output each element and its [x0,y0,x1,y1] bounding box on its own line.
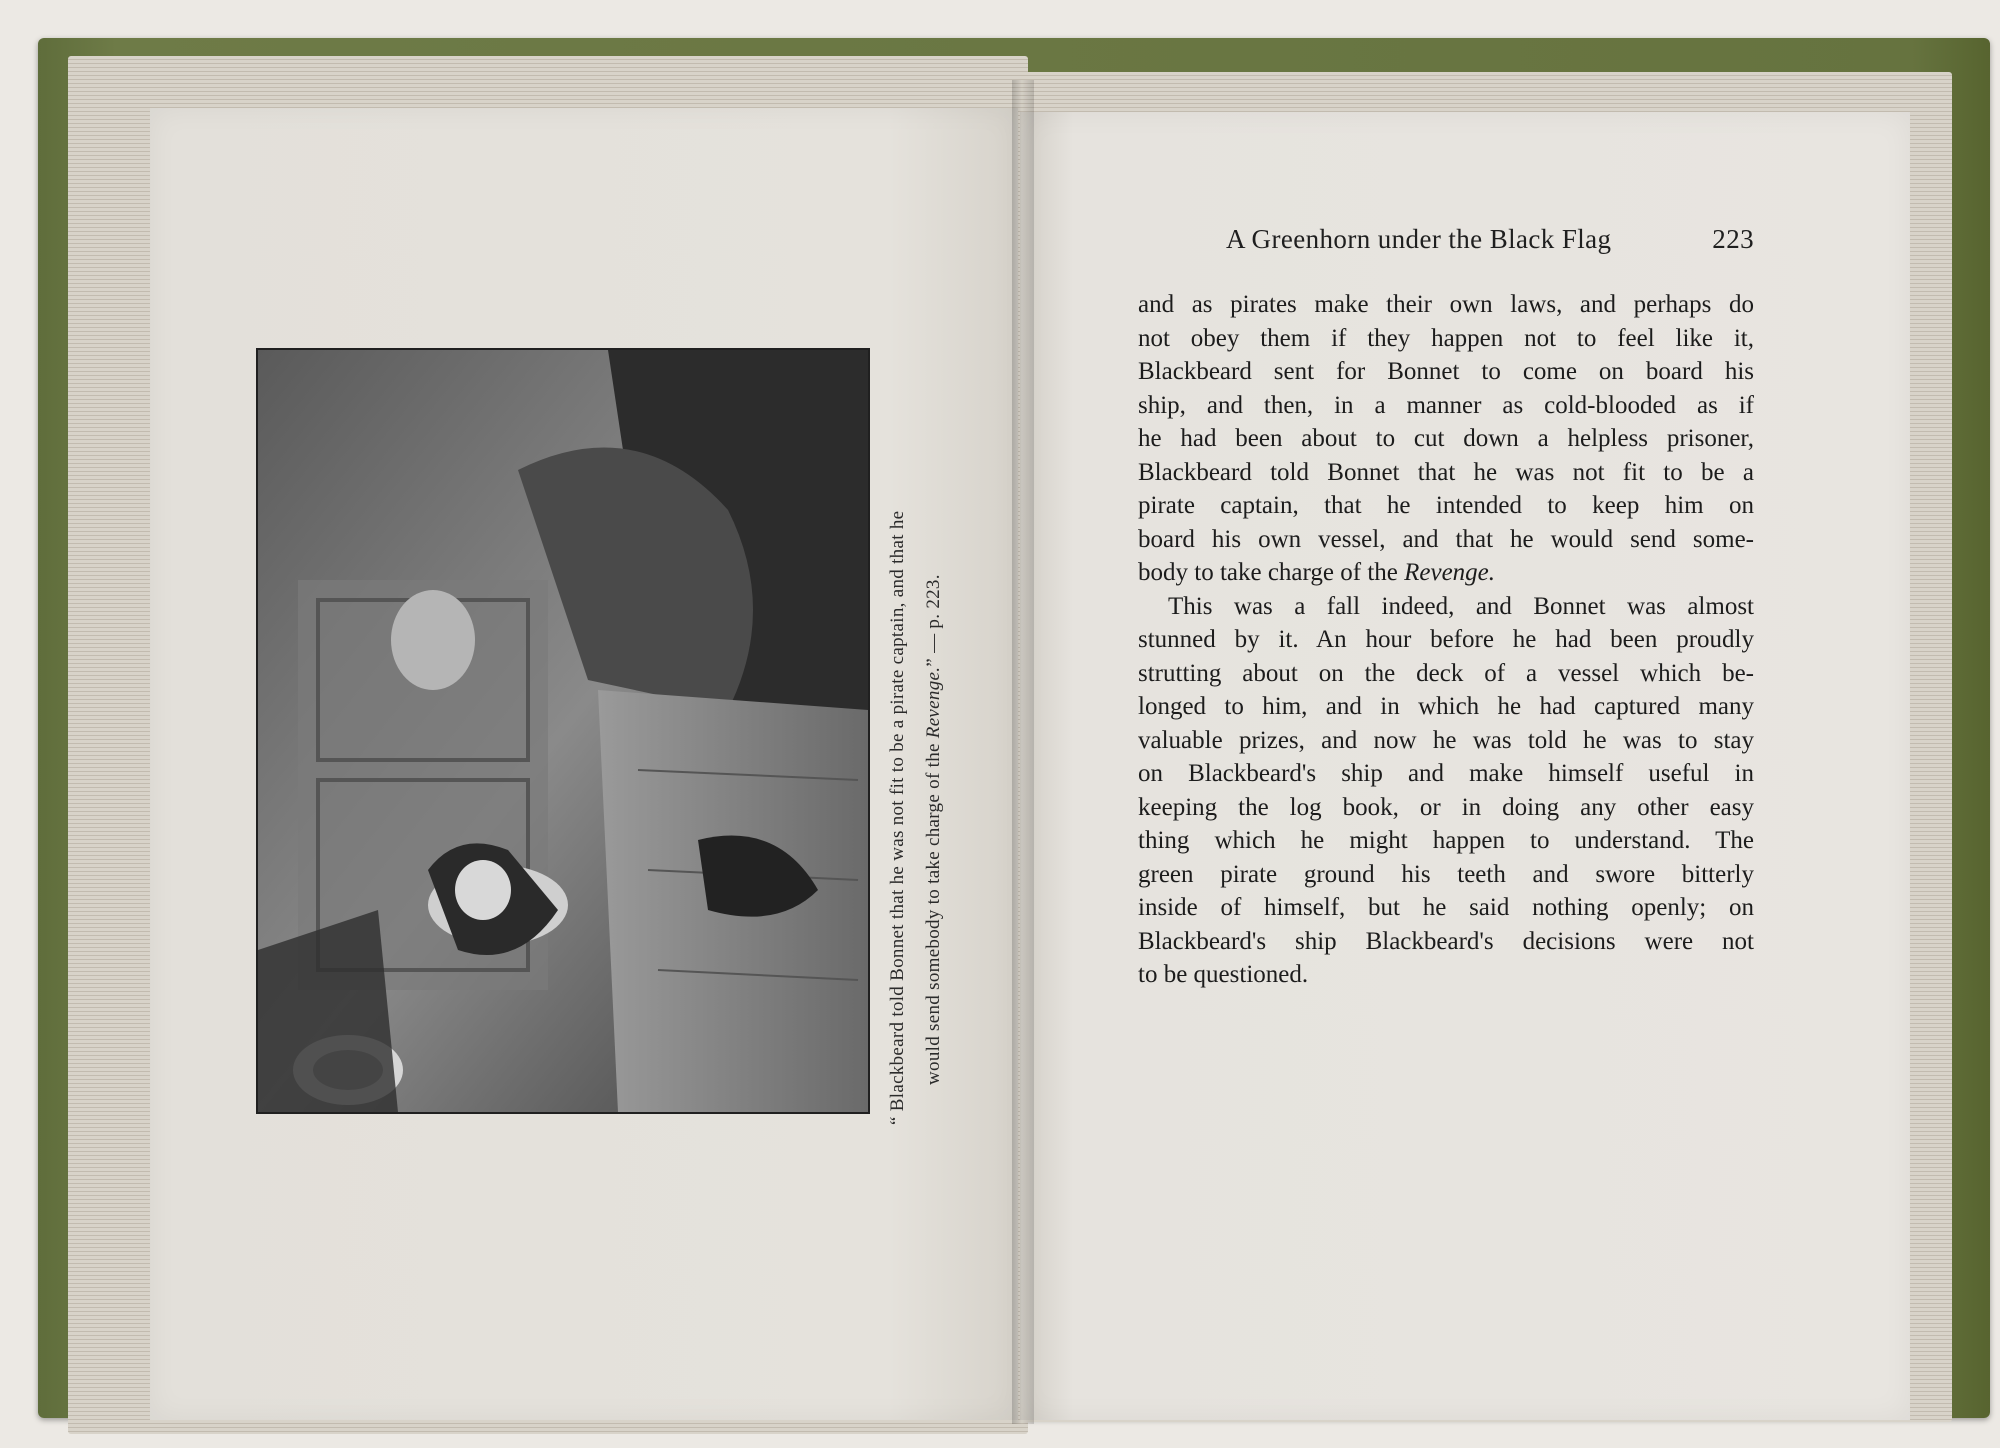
text-line: longed to him, and in which he had captured many [1138,693,1754,720]
text-line: thing which he might happen to understand. The [1138,827,1754,854]
text-line-revenge [1138,556,1754,590]
text-line: Blackbeard told Bonnet that he was not fit to be a [1138,458,1754,486]
caption-page-ref: ” — p. 223. [923,574,944,667]
page-number: 223 [1712,224,1754,254]
caption-line-2-text: would send somebody to take charge of the [923,743,944,1085]
book-gutter [1012,80,1034,1424]
text-line: on Blackbeard's ship and make himself useful in [1138,760,1754,787]
text-line: inside of himself, but he said nothing openly; on [1138,894,1754,921]
text-line: Blackbeard sent for Bonnet to come on board his [1138,358,1754,385]
running-title: A Greenhorn under the Black Flag [1226,224,1612,254]
text-line: he had been about to cut down a helpless prisoner, [1138,425,1754,452]
caption-line-1: “ Blackbeard told Bonnet that he was not fit to be a pirate captain, and that he [887,510,908,1125]
text-line: not obey them if they happen not to feel like it, [1138,324,1754,352]
text-line: and as pirates make their own laws, and perhaps do [1138,291,1754,318]
text-line: stunned by it. An hour before he had been proudly [1138,626,1754,653]
italic-revenge: Revenge. [1404,559,1496,586]
text-line: strutting about on the deck of a vessel which be- [1138,659,1754,687]
text-line: green pirate ground his teeth and swore bitterly [1138,860,1754,888]
text-line: to be questioned. [1138,961,1309,988]
illustration-plate [256,348,870,1114]
caption-italic-revenge: Revenge. [923,666,944,739]
body-text [1138,288,1754,992]
text-line: keeping the log book, or in doing any other easy [1138,793,1754,821]
text-line: body to take charge of the [1138,559,1398,586]
text-line: board his own vessel, and that he would send some- [1138,525,1754,553]
text-line: ship, and then, in a manner as cold-blooded as if [1138,391,1754,419]
illustration-image [258,350,868,1112]
text-line: pirate captain, that he intended to keep him on [1138,492,1754,519]
caption-line-2 [916,345,952,1125]
text-line: Blackbeard's ship Blackbeard's decisions were not [1138,927,1754,955]
illustration-caption [880,345,952,1125]
text-line: valuable prizes, and now he was told he was to stay [1138,726,1754,754]
text-line: This was a fall indeed, and Bonnet was almost [1168,592,1754,620]
